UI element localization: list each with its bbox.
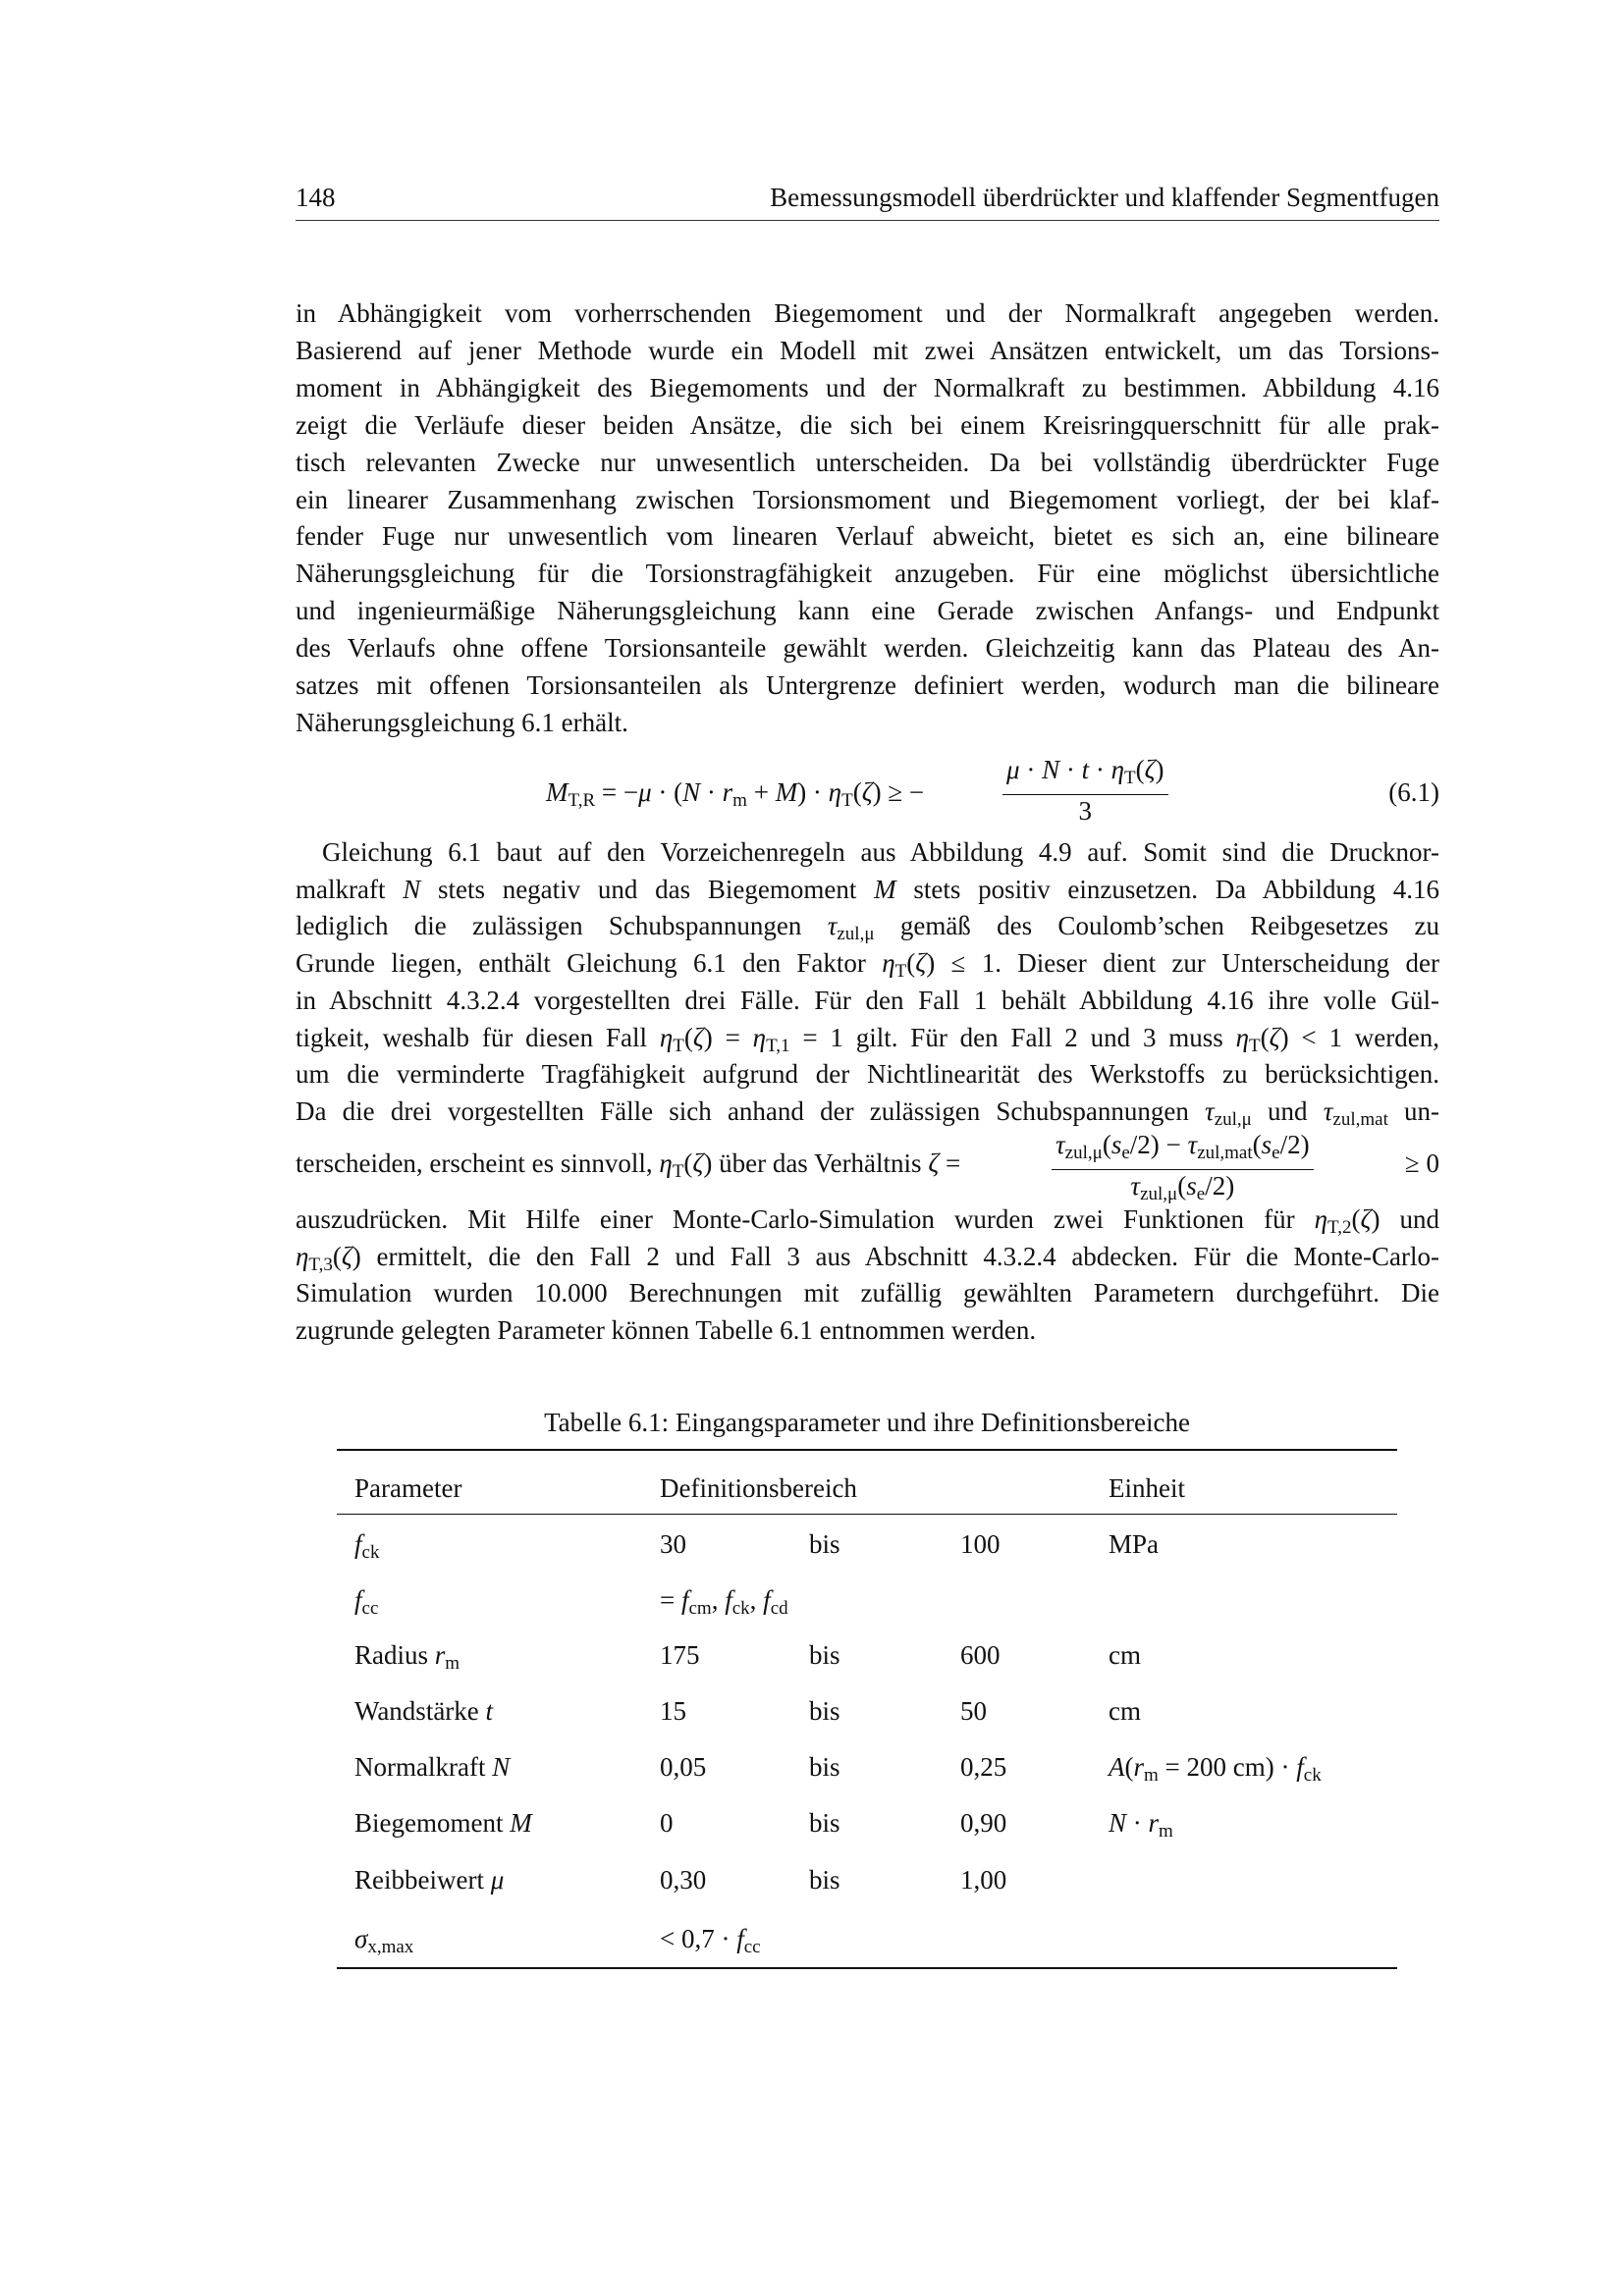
table-cell-p bbox=[354, 1583, 378, 1626]
fraction-numerator bbox=[1002, 754, 1168, 795]
math-subscript: T bbox=[841, 790, 853, 811]
table-cell-u bbox=[1109, 1638, 1141, 1672]
math-subscript: T,R bbox=[568, 790, 596, 811]
text-line bbox=[296, 1202, 1439, 1236]
math-symbol: N bbox=[682, 777, 701, 807]
math-subscript: zul,μ bbox=[1140, 1184, 1178, 1204]
math-symbol: t bbox=[1081, 755, 1090, 784]
math-symbol: fcm bbox=[680, 1585, 712, 1619]
table-cell-b bbox=[960, 1863, 1006, 1896]
math-symbol: rm bbox=[1133, 1752, 1159, 1786]
text-line bbox=[296, 631, 1439, 665]
table-cell-b bbox=[960, 1638, 1001, 1672]
text-run: Da die drei vorgestellten Fälle sich anhand der zulässigen Schubspannungen bbox=[296, 1095, 1206, 1126]
math-subscript: T bbox=[673, 1035, 684, 1056]
text-run: , bbox=[749, 1585, 764, 1615]
table-cell-p bbox=[354, 1694, 493, 1728]
text-line bbox=[296, 408, 1439, 442]
text-line bbox=[296, 1057, 1439, 1091]
table-cell-a bbox=[660, 1863, 706, 1896]
math-symbol: τzul,μ bbox=[827, 911, 875, 945]
math-subscript: zul,μ bbox=[837, 924, 875, 945]
text-run: < 0,7 · bbox=[660, 1924, 737, 1953]
text-run: 1,00 bbox=[960, 1865, 1007, 1895]
text-line bbox=[296, 668, 1439, 702]
text-run: Biegemoment bbox=[354, 1808, 511, 1838]
text-run: ) und bbox=[1371, 1204, 1439, 1234]
math-symbol: τzul,mat bbox=[1187, 1130, 1253, 1163]
math-symbol: ηT bbox=[828, 777, 853, 811]
text-run: MPa bbox=[1109, 1529, 1160, 1559]
text-line bbox=[296, 557, 1439, 590]
math-subscript: T bbox=[1124, 768, 1136, 788]
text-run: 15 bbox=[660, 1696, 686, 1726]
text-run: ) ermittelt, die den Fall 2 und Fall 3 aus Abschnitt 4.3.2.4 abdecken. Für die Monte-Carlo- bbox=[352, 1241, 1439, 1271]
table-header-range: Definitionsbereich bbox=[660, 1473, 857, 1503]
text-run: ( bbox=[1351, 1204, 1361, 1234]
text-run: ) ≥ − bbox=[872, 777, 925, 807]
table-cell-a bbox=[660, 1750, 706, 1784]
text-run: tisch relevanten Zwecke nur unwesentlich unterscheiden. Da bei vollständig überdrückter Fuge bbox=[296, 447, 1439, 477]
table-cell-a bbox=[660, 1694, 686, 1728]
math-subscript: T bbox=[894, 961, 907, 983]
text-run: · bbox=[1126, 1808, 1149, 1838]
math-symbol: rm bbox=[1148, 1808, 1173, 1842]
text-run: · bbox=[1089, 755, 1111, 784]
math-subscript: T bbox=[672, 1161, 684, 1182]
text-run: ein linearer Zusammenhang zwischen Torsionsmoment und Biegemoment vorliegt, der bei klaf- bbox=[296, 484, 1439, 514]
zeta-definition-line bbox=[296, 1129, 1439, 1203]
text-run: malkraft bbox=[296, 874, 404, 904]
zeta-line-text bbox=[296, 1148, 960, 1183]
text-run: Grunde liegen, enthält Gleichung 6.1 den Faktor bbox=[296, 948, 883, 979]
text-run: cm bbox=[1109, 1696, 1141, 1726]
text-run: zeigt die Verläufe dieser beiden Ansätze, die sich bei einem Kreisringquerschnitt für alle prak- bbox=[296, 409, 1439, 440]
text-line bbox=[296, 446, 1439, 479]
text-run: Radius bbox=[354, 1640, 435, 1670]
text-run: 600 bbox=[960, 1640, 1001, 1670]
text-run: = 200 cm) · bbox=[1158, 1752, 1297, 1782]
text-run: ( bbox=[332, 1241, 342, 1271]
text-line bbox=[296, 946, 1439, 983]
math-subscript: T bbox=[1249, 1035, 1261, 1056]
text-run: 0,90 bbox=[960, 1808, 1007, 1838]
text-run: cm bbox=[1109, 1640, 1141, 1670]
text-run: ( bbox=[1177, 1171, 1187, 1201]
text-run: ( bbox=[1252, 1130, 1262, 1159]
math-symbol: τzul,mat bbox=[1323, 1095, 1388, 1130]
math-symbol: ηT bbox=[659, 1022, 684, 1056]
math-symbol: ζ bbox=[928, 1148, 940, 1178]
math-symbol: rm bbox=[722, 777, 747, 811]
table-caption: Tabelle 6.1: Eingangsparameter und ihre Definitionsbereiche bbox=[544, 1408, 1190, 1437]
text-run: moment in Abhängigkeit des Biegemoments und der Normalkraft zu bestimmen. Abbildung 4.16 bbox=[296, 372, 1439, 402]
math-symbol: ζ bbox=[1144, 755, 1156, 784]
text-line bbox=[296, 1021, 1439, 1054]
table-cell-a bbox=[660, 1583, 788, 1626]
text-run: zugrunde gelegten Parameter können Tabelle 6.1 entnommen werden. bbox=[296, 1315, 1037, 1346]
table-cell-u bbox=[1109, 1694, 1141, 1728]
table-cell-u bbox=[1109, 1750, 1322, 1792]
math-subscript: e bbox=[1196, 1184, 1206, 1204]
text-run: ) · bbox=[797, 777, 829, 807]
text-line bbox=[296, 334, 1439, 367]
text-run: stets negativ und das Biegemoment bbox=[420, 874, 875, 904]
running-title: Bemessungsmodell überdrückter und klaffender Segmentfugen bbox=[770, 183, 1439, 212]
text-run: und bbox=[1251, 1095, 1324, 1126]
math-symbol: rm bbox=[434, 1640, 460, 1674]
math-symbol: ζ bbox=[1269, 1022, 1280, 1052]
text-run: Wandstärke bbox=[354, 1696, 486, 1726]
text-run: 0,05 bbox=[660, 1752, 707, 1782]
text-run: Näherungsgleichung 6.1 erhält. bbox=[296, 707, 628, 737]
table-cell-u bbox=[1109, 1527, 1159, 1561]
text-run: /2) bbox=[1279, 1130, 1310, 1159]
math-symbol: MT,R bbox=[546, 777, 596, 811]
math-subscript: m bbox=[732, 790, 747, 811]
table-cell-p bbox=[354, 1922, 413, 1964]
text-run: · bbox=[1059, 755, 1082, 784]
math-subscript: ck bbox=[731, 1598, 750, 1619]
text-run: ) bbox=[1155, 755, 1164, 784]
equation-fraction bbox=[1002, 754, 1168, 827]
table-cell-b bbox=[960, 1806, 1006, 1840]
text-run: · bbox=[1019, 755, 1043, 784]
text-line bbox=[296, 371, 1439, 404]
text-run: , bbox=[711, 1585, 726, 1615]
text-run: /2) − bbox=[1129, 1130, 1188, 1159]
math-symbol: N bbox=[1042, 755, 1060, 784]
page-number: 148 bbox=[296, 183, 336, 212]
math-symbol: N bbox=[492, 1752, 511, 1782]
text-run: in Abhängigkeit vom vorherrschenden Biegemoment und der Normalkraft angegeben werden. bbox=[296, 298, 1439, 328]
text-run: Simulation wurden 10.000 Berechnungen mit zufällig gewählten Parametern durchgeführt. Die bbox=[296, 1278, 1439, 1308]
table-cell-bis: bis bbox=[809, 1865, 840, 1895]
math-symbol: μ bbox=[490, 1865, 505, 1895]
text-run: Gleichung 6.1 baut auf den Vorzeichenregeln aus Abbildung 4.9 auf. Somit sind die Drucknor- bbox=[322, 837, 1439, 867]
text-run: ( bbox=[1124, 1752, 1134, 1782]
text-run: = − bbox=[595, 777, 639, 807]
math-symbol: σx,max bbox=[354, 1924, 414, 1957]
running-header bbox=[296, 183, 1439, 221]
math-symbol: ζ bbox=[1360, 1204, 1372, 1234]
text-run: 0 bbox=[660, 1808, 674, 1838]
math-symbol: fcc bbox=[354, 1585, 379, 1619]
math-subscript: e bbox=[1272, 1143, 1280, 1163]
math-symbol: ζ bbox=[341, 1241, 352, 1271]
text-run: = bbox=[939, 1148, 961, 1178]
text-line bbox=[296, 1313, 1439, 1347]
text-run: ) über das Verhältnis bbox=[703, 1148, 929, 1178]
text-run: un- bbox=[1387, 1095, 1440, 1126]
text-run: ( bbox=[683, 1022, 693, 1052]
text-run: in Abschnitt 4.3.2.4 vorgestellten drei Fälle. Für den Fall 1 behält Abbildung 4.16 ihre volle Gül- bbox=[296, 985, 1439, 1015]
table-bottom-rule bbox=[337, 1967, 1397, 1969]
table-cell-bis: bis bbox=[809, 1752, 840, 1782]
math-symbol: M bbox=[510, 1808, 532, 1838]
math-symbol: τzul,μ bbox=[1056, 1130, 1103, 1163]
text-run: ( bbox=[1135, 755, 1145, 784]
text-line bbox=[296, 984, 1439, 1017]
math-subscript: m bbox=[445, 1653, 460, 1674]
text-run: = bbox=[660, 1585, 681, 1615]
text-run: 50 bbox=[960, 1696, 987, 1726]
table-top-rule bbox=[337, 1449, 1397, 1451]
table-cell-a bbox=[660, 1638, 700, 1672]
math-symbol: fcc bbox=[736, 1924, 761, 1957]
text-run: ( bbox=[906, 948, 916, 979]
math-symbol: ηT,1 bbox=[752, 1022, 790, 1056]
math-symbol: ζ bbox=[692, 1148, 704, 1178]
text-run: · bbox=[700, 777, 723, 807]
text-line bbox=[296, 873, 1439, 906]
math-symbol: M bbox=[775, 777, 798, 807]
math-symbol: ηT bbox=[1110, 755, 1136, 788]
text-run: ) < 1 werden, bbox=[1279, 1022, 1439, 1052]
table-cell-u bbox=[1109, 1806, 1173, 1848]
math-subscript: m bbox=[1144, 1765, 1159, 1786]
math-symbol: t bbox=[485, 1696, 494, 1726]
math-symbol: se bbox=[1110, 1130, 1130, 1163]
math-subscript: ck bbox=[361, 1542, 380, 1563]
text-line bbox=[296, 1276, 1439, 1309]
math-symbol: ζ bbox=[861, 777, 873, 807]
math-symbol: τzul,μ bbox=[1205, 1095, 1252, 1130]
math-symbol: μ bbox=[1006, 755, 1020, 784]
text-run: ( bbox=[1102, 1130, 1111, 1159]
math-symbol: ηT bbox=[1235, 1022, 1261, 1056]
text-run: /2) bbox=[1205, 1171, 1235, 1201]
math-subscript: cc bbox=[361, 1598, 379, 1619]
text-run: Basierend auf jener Methode wurde ein Modell mit zwei Ansätzen entwickelt, um das Torsions- bbox=[296, 335, 1439, 365]
math-subscript: T,2 bbox=[1327, 1217, 1352, 1238]
table-cell-p bbox=[354, 1638, 460, 1681]
math-symbol: A bbox=[1109, 1752, 1125, 1782]
math-symbol: ζ bbox=[915, 948, 927, 979]
math-symbol: fck bbox=[354, 1529, 380, 1563]
table-header-parameter: Parameter bbox=[354, 1473, 462, 1503]
equation-number: (6.1) bbox=[1388, 777, 1439, 807]
math-subscript: cc bbox=[743, 1937, 761, 1957]
math-symbol: fck bbox=[1296, 1752, 1322, 1786]
text-run: lediglich die zulässigen Schubspannungen bbox=[296, 911, 828, 941]
fraction-denominator bbox=[1002, 795, 1168, 827]
text-run: · ( bbox=[651, 777, 683, 807]
text-run: 0,30 bbox=[660, 1865, 707, 1895]
text-line bbox=[322, 835, 1439, 869]
text-run: Reibbeiwert bbox=[354, 1865, 491, 1895]
math-subscript: T,1 bbox=[766, 1035, 790, 1056]
text-line bbox=[296, 909, 1439, 945]
table-cell-b bbox=[960, 1750, 1006, 1784]
text-run: auszudrücken. Mit Hilfe einer Monte-Carlo-Simulation wurden zwei Funktionen für bbox=[296, 1204, 1315, 1234]
math-symbol: se bbox=[1186, 1171, 1206, 1204]
text-run: ) = bbox=[703, 1022, 753, 1052]
math-subscript: zul,mat bbox=[1197, 1143, 1253, 1163]
zeta-fraction bbox=[1052, 1129, 1314, 1210]
text-line bbox=[296, 519, 1439, 553]
text-run: des Verlaufs ohne offene Torsionsanteile gewählt werden. Gleichzeitig kann das Plateau des An- bbox=[296, 633, 1439, 664]
math-symbol: ηT bbox=[659, 1148, 684, 1182]
math-symbol: N bbox=[1109, 1808, 1127, 1838]
math-symbol: ηT,3 bbox=[296, 1241, 333, 1275]
math-symbol: ηT bbox=[882, 948, 907, 983]
text-line bbox=[296, 1095, 1439, 1128]
text-run: fender Fuge nur unwesentlich vom linearen Verlauf abweicht, bietet es sich an, eine bilineare bbox=[296, 521, 1439, 552]
text-run: ) ≤ 1. Dieser dient zur Unterscheidung der bbox=[926, 948, 1439, 979]
table-cell-b bbox=[960, 1694, 987, 1728]
math-subscript: zul,μ bbox=[1214, 1108, 1252, 1130]
table-cell-a bbox=[660, 1922, 761, 1964]
math-subscript: x,max bbox=[367, 1937, 414, 1957]
text-run: satzes mit offenen Torsionsanteilen als Untergrenze definiert werden, wodurch man die bilineare bbox=[296, 670, 1439, 700]
math-subscript: zul,mat bbox=[1332, 1108, 1388, 1130]
table-cell-p bbox=[354, 1863, 504, 1896]
math-subscript: T,3 bbox=[308, 1254, 333, 1275]
equation-lhs bbox=[546, 777, 924, 812]
table-cell-p bbox=[354, 1806, 532, 1840]
math-symbol: se bbox=[1261, 1130, 1280, 1163]
math-symbol: fck bbox=[725, 1585, 750, 1619]
table-cell-a bbox=[660, 1806, 674, 1840]
text-line bbox=[296, 1240, 1439, 1273]
text-run: ( bbox=[683, 1148, 693, 1178]
text-line bbox=[296, 706, 1439, 739]
table-cell-p bbox=[354, 1750, 510, 1784]
fraction-numerator bbox=[1052, 1129, 1314, 1170]
math-subscript: m bbox=[1159, 1821, 1173, 1842]
text-run: und ingenieurmäßige Näherungsgleichung kann eine Gerade zwischen Anfangs- und Endpunkt bbox=[296, 596, 1439, 626]
math-symbol: μ bbox=[638, 777, 652, 807]
math-symbol: fcd bbox=[763, 1585, 788, 1619]
math-subscript: cm bbox=[688, 1598, 712, 1619]
text-line bbox=[296, 594, 1439, 627]
equation-6-1 bbox=[296, 754, 1439, 832]
text-run: + bbox=[746, 777, 776, 807]
math-subscript: zul,μ bbox=[1064, 1143, 1103, 1163]
math-symbol: M bbox=[874, 874, 896, 904]
text-run: ( bbox=[852, 777, 862, 807]
math-symbol: ηT,2 bbox=[1314, 1204, 1352, 1238]
text-run: gemäß des Coulomb’schen Reibgesetzes zu bbox=[874, 911, 1439, 941]
text-run: 3 bbox=[1078, 796, 1093, 826]
text-run: 30 bbox=[660, 1529, 686, 1559]
table-cell-a bbox=[660, 1527, 686, 1561]
text-run: 100 bbox=[960, 1529, 1001, 1559]
text-run: terscheiden, erscheint es sinnvoll, bbox=[296, 1148, 660, 1178]
math-symbol: N bbox=[403, 874, 421, 904]
zeta-inequality: ≥ 0 bbox=[1404, 1148, 1439, 1178]
text-run: 175 bbox=[660, 1640, 700, 1670]
table-cell-bis: bis bbox=[809, 1529, 840, 1559]
text-run: 0,25 bbox=[960, 1752, 1007, 1782]
text-run: um die verminderte Tragfähigkeit aufgrund der Nichtlinearität des Werkstoffs zu berücksichtigen. bbox=[296, 1059, 1439, 1090]
text-run: Näherungsgleichung für die Torsionstragfähigkeit anzugeben. Für eine möglichst übersichtliche bbox=[296, 559, 1439, 589]
table-cell-bis: bis bbox=[809, 1640, 840, 1670]
text-run: ( bbox=[1260, 1022, 1270, 1052]
text-line bbox=[296, 483, 1439, 516]
table-cell-bis: bis bbox=[809, 1808, 840, 1838]
table-cell-bis: bis bbox=[809, 1696, 840, 1726]
text-run: Normalkraft bbox=[354, 1752, 493, 1782]
math-subscript: cd bbox=[770, 1598, 788, 1619]
table-cell-p bbox=[354, 1527, 379, 1570]
math-subscript: e bbox=[1121, 1143, 1130, 1163]
math-symbol: ζ bbox=[692, 1022, 704, 1052]
table-mid-rule bbox=[337, 1514, 1397, 1515]
table-cell-b bbox=[960, 1527, 1001, 1561]
text-run: stets positiv einzusetzen. Da Abbildung 4.16 bbox=[895, 874, 1439, 904]
table-header-unit: Einheit bbox=[1109, 1473, 1185, 1503]
text-line bbox=[296, 296, 1439, 330]
text-run: tigkeit, weshalb für diesen Fall bbox=[296, 1022, 660, 1052]
text-run: = 1 gilt. Für den Fall 2 und 3 muss bbox=[789, 1022, 1236, 1052]
math-subscript: ck bbox=[1303, 1765, 1322, 1786]
math-symbol: τzul,μ bbox=[1130, 1171, 1178, 1204]
